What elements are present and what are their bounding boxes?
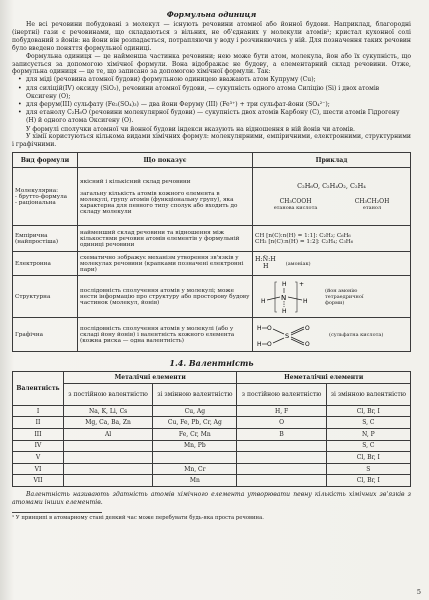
bullet-item: • для міді (речовина атомної будови) формульною одиницею вважають атом Купруму (Cu); — [12, 76, 411, 84]
svg-text:N: N — [281, 293, 287, 302]
section-title-valence: 1.4. Валентність — [169, 358, 254, 369]
formula-shows: послідовність сполучення атомів у молекулі; може нести інформацію про структуру або просторову будову частинок (молекул, йонів) — [78, 276, 253, 318]
index-paragraph: У формулі сполучки атомної чи йонної будови індекси вказують на відношення в ній йонів чи атомів. — [26, 125, 355, 133]
page-number: 5 — [416, 588, 421, 596]
formula-example: N + H H H H (йон амонію тетраедричної форми) — [253, 276, 411, 318]
table-row: III Al Fe, Cr, Mn B N, P — [13, 429, 411, 441]
table-row — [13, 226, 411, 252]
valence-definition: Валентність називають здатність атомів хімічного елемента утворювати певну кількість хімічних зв'язків з атомами інших елементів. — [12, 491, 411, 506]
var-valence-header: зі змінною валентністю — [326, 383, 410, 405]
table-header: Вид формули — [13, 153, 78, 168]
var-valence-header: зі змінною валентністю — [153, 383, 237, 405]
svg-text:H: H — [282, 307, 287, 315]
table-row — [13, 168, 411, 226]
formula-shows: найменший склад речовини та відношення між кількостями речовин атомів елементів у формульній одиниці речовини — [78, 226, 253, 252]
bullet-item: • для силіцій(IV) оксиду (SiO₂), речовини атомної будови, — сукупність одного атома Силіцію (Si) і двох атомів Оксигену (O); — [12, 85, 411, 101]
table-header: Приклад — [253, 153, 411, 168]
footnote-divider — [12, 512, 102, 513]
footnote: ¹ У принципі в атомарному стані деякий час може перебувати будь-яка проста речовина. — [12, 514, 264, 521]
formula-types-table — [12, 152, 411, 352]
formula-kind: Електронна — [13, 252, 78, 276]
const-valence-header: з постійною валентністю — [64, 383, 153, 405]
svg-text:O: O — [267, 340, 272, 348]
table-row — [13, 276, 411, 318]
svg-text:O: O — [305, 340, 310, 348]
table-row: VI Mn, Cr S — [13, 463, 411, 475]
formula-kind: Молекулярна: - брутто-формула - раціональна — [13, 168, 78, 226]
formula-example: H O H O S O O (сульфатна кислота) — [253, 318, 411, 352]
bullet-item: • для ферум(III) сульфату (Fe₂(SO₄)₃) — два йони Феруму (III) (Fe³⁺) + три сульфат-йони (SO₄²⁻); — [12, 101, 411, 109]
formula-types-paragraph: У хімії користуються кількома видами хімічних формул: молекулярними, емпіричними, електронними, структурними і графічними. — [12, 133, 411, 149]
table-row — [13, 252, 411, 276]
formula-kind: Емпірична (найпростіша) — [13, 226, 78, 252]
bullet-item: • для етанолу C₂H₆O (речовини молекулярної будови) — сукупність двох атомів Карбону (C), шести атомів Гідрогену (H) й одного атома Оксигену (O). — [12, 109, 411, 125]
svg-text:O: O — [267, 324, 272, 332]
svg-text:S: S — [285, 331, 290, 340]
formula-kind: Структурна — [13, 276, 78, 318]
table-row: II Mg, Ca, Ba, Zn Cu, Fe, Pb, Cr, Ag O S, C — [13, 417, 411, 429]
definition-paragraph: Формульна одиниця — це найменша частинка речовини; нею може бути атом, молекула, йон або їх сукупність, що записується за допомогою хімічної формули. Вона відображає не будову, а елементарний склад речовини. Отже, формульна одиниця — це те, що записано за допомогою хімічної формули. Так: — [12, 52, 411, 76]
svg-text:+: + — [299, 280, 305, 288]
svg-text:H: H — [261, 297, 266, 305]
ammonium-structure-diagram — [255, 279, 317, 315]
table-row: V Cl, Br, I — [13, 452, 411, 464]
svg-text:H: H — [257, 340, 262, 348]
svg-text:O: O — [305, 324, 310, 332]
formula-example: H:N̈:H H (амоніак) — [253, 252, 411, 276]
formula-shows: послідовність сполучення атомів у молекулі (або у складі йону йонів) і валентність кожного елемента (кожна риска — одна валентність) — [78, 318, 253, 352]
formula-shows: схематично зображує механізм утворення зв'язків у молекулах речовини (крапками позначені електронні пари) — [78, 252, 253, 276]
document-sheet — [12, 10, 411, 592]
valence-table — [12, 371, 411, 487]
valence-header: Валентність — [13, 372, 64, 406]
sulfuric-acid-graphic-diagram — [255, 320, 323, 350]
svg-text:H: H — [257, 324, 262, 332]
formula-shows: якісний і кількісний склад речовини загальну кількість атомів кожного елемента в молекулі, групу атомів (функціональну групу), яка характерна для певного типу сполук або входить до складу молекули — [78, 168, 253, 226]
svg-text:H: H — [282, 280, 287, 288]
table-row: IV Mn, Pb S, C — [13, 440, 411, 452]
table-row — [13, 318, 411, 352]
intro-paragraph: Не всі речовини побудовані з молекул — існують речовини атомної або йонної будови. Наприклад, благородні (інертні) гази є речовинами, що складаються з вільних, не об'єднаних у молекули атомів¹; кристал кухонної солі побудований з йонів: на йони він розпадається, потрапляючи у воду і розчиняючись у ній. Для позначення таких речовин було введено поняття формульної одиниці. — [12, 21, 411, 52]
table-header: Що показує — [78, 153, 253, 168]
const-valence-header: з постійною валентністю — [237, 383, 326, 405]
nonmetal-header: Неметалічні елементи — [237, 372, 411, 384]
formula-example: CH [n(C):n(H) = 1:1]: C₂H₂; C₆H₆ CH₂ [n(C):n(H) = 1:2]: C₂H₄; C₃H₆ — [253, 226, 411, 252]
section-heading-formula-unit: Формульна одиниця — [166, 10, 257, 19]
metal-header: Металічні елементи — [64, 372, 237, 384]
electron-formula: H:N̈:H H — [255, 256, 276, 270]
formula-example: C₂H₆O, C₂H₄O₂, C₂H₄ CH₃COOH етанова кислота CH₃CH₂OH етанол — [253, 168, 411, 226]
formula-kind: Графічна — [13, 318, 78, 352]
table-row: VII Mn Cl, Br, I — [13, 475, 411, 487]
svg-text:H: H — [303, 297, 308, 305]
table-row: I Na, K, Li, Cs Cu, Ag H, F Cl, Br, I — [13, 405, 411, 417]
